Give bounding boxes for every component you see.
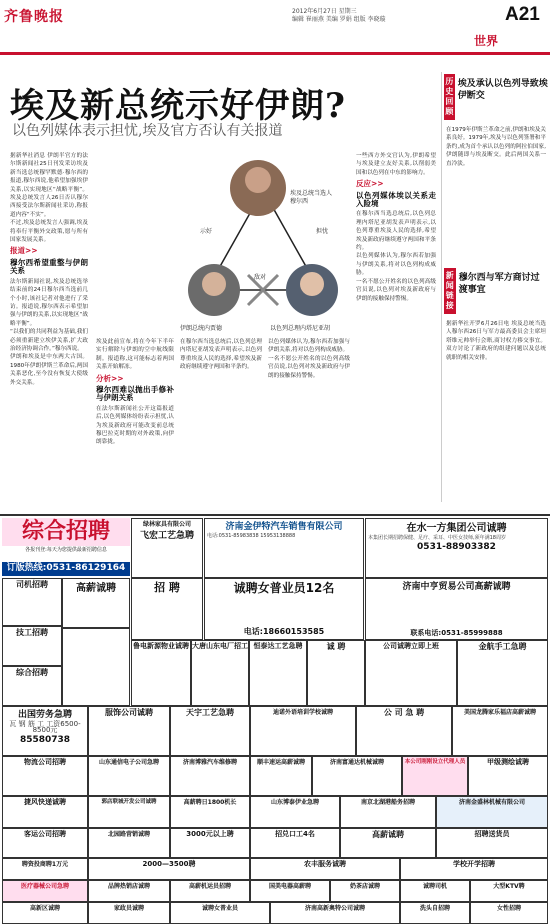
ad-shipping bbox=[340, 796, 436, 828]
ad-school bbox=[400, 858, 548, 880]
subheading: 以色列媒体埃以关系走入险境 bbox=[356, 190, 436, 209]
ad-title: 综合招聘 bbox=[16, 668, 48, 677]
ad-title: 山东博泰伊业急聘 bbox=[270, 799, 319, 806]
ad-overseas-labor bbox=[2, 706, 88, 756]
ad-title: 美国龙腾家乐福店高薪诚聘 bbox=[463, 709, 536, 716]
ad-title: 金航手工急聘 bbox=[478, 642, 527, 651]
ad-title: 本公司刚刚设立代理人员 bbox=[404, 759, 466, 765]
sidebar-heading-1: 埃及承认以色列导致埃伊断交 bbox=[457, 79, 548, 101]
paragraph: 伊朗和埃及是中东两大古国。1980年伊朗伊斯兰革命后,两国关系恶化,至今没有恢复大使级外交关系。 bbox=[10, 354, 88, 386]
ad-female-staff bbox=[204, 578, 364, 640]
ad-title: 医疗器械公司急聘 bbox=[20, 883, 69, 890]
ad-furniture bbox=[131, 518, 203, 578]
label-sure: 示好 bbox=[200, 228, 213, 235]
ad-apparel bbox=[88, 706, 170, 756]
ad-courier bbox=[2, 796, 88, 828]
paragraph: 一些西方外交官认为,伊朗希望与埃及建立友好关系,以削弱美国和以色列在中东的影响力。 bbox=[356, 153, 436, 176]
caption-center: 埃及总统当选人穆尔西 bbox=[290, 190, 333, 205]
ad-title: 3000元以上聘 bbox=[186, 830, 234, 838]
page-number: A21 bbox=[505, 4, 540, 25]
ad-title: 高薪机运员招聘 bbox=[188, 883, 231, 890]
ad-hitech bbox=[2, 902, 88, 924]
ad-marketing bbox=[88, 828, 170, 858]
ad-title: 农丰服务诚聘 bbox=[304, 860, 346, 868]
ad-logistics bbox=[2, 756, 88, 796]
section-marker: 分析>> bbox=[96, 373, 124, 383]
ad-workers bbox=[250, 828, 340, 858]
ad-title: 大型KTV聘 bbox=[493, 883, 525, 890]
ad-electronics bbox=[88, 756, 170, 796]
paragraph: 以色列媒体认为,穆尔西若加强与伊朗关系,将对以色列构成威胁。 bbox=[268, 339, 350, 354]
ad-immediate bbox=[365, 640, 457, 706]
ad-title: 顺丰速运高薪诚聘 bbox=[256, 759, 305, 766]
ad-title: 迪诺外语培训学校诚聘 bbox=[272, 709, 333, 716]
ad-crafts bbox=[249, 640, 307, 706]
headline: 埃及新总统示好伊朗? bbox=[10, 86, 346, 126]
ad-general bbox=[2, 666, 62, 706]
ad-investment bbox=[2, 858, 88, 880]
ad-title: 山东通信电子公司急聘 bbox=[98, 759, 159, 766]
ad-title: 天宇工艺急聘 bbox=[186, 708, 234, 717]
caption-left: 伊朗总统内贾德 bbox=[180, 325, 223, 332]
paragraph: 不过,埃及总统发言人强调,埃及将奉行平衡外交政策,愿与所有国家发展关系。 bbox=[10, 220, 88, 244]
ad-title: 技工招聘 bbox=[16, 628, 48, 637]
ad-brand-store bbox=[88, 880, 170, 902]
ad-title: 公 司 急 聘 bbox=[383, 708, 425, 717]
ad-title: 品牌热销店诚聘 bbox=[107, 883, 150, 890]
ad-title: 济南高新奥特公司诚聘 bbox=[304, 905, 365, 912]
article-column-1 bbox=[10, 152, 88, 502]
ad-surveying bbox=[468, 756, 548, 796]
article-column-3 bbox=[180, 338, 350, 502]
ad-agent bbox=[402, 756, 468, 796]
paragraph: 在穆尔西当选总统后,以色列总理内塔尼亚胡发表声明表示,以色列尊重埃及人民的选择,希望埃及新政府继续遵守两国和平条约。 bbox=[356, 211, 436, 252]
ad-title: 济南富通达机械诚聘 bbox=[329, 759, 384, 766]
ad-title: 鲁电新源物业诚聘 bbox=[133, 642, 189, 650]
banner-subtitle: 各报刊登:每天为您提供最新招聘信息 bbox=[25, 547, 107, 553]
ad-title: 招兑口工4名 bbox=[275, 830, 315, 838]
ad-title: 物流公司招聘 bbox=[24, 758, 66, 766]
ad-title: 诚聘女普业员12名 bbox=[233, 581, 335, 595]
ad-phone: 电话:18660153585 bbox=[243, 627, 325, 636]
ad-mechanic bbox=[170, 880, 250, 902]
face-icon bbox=[245, 167, 271, 193]
ad-medical bbox=[2, 880, 88, 902]
ad-title: 2000—3500聘 bbox=[142, 860, 196, 868]
ad-phone: 85580738 bbox=[19, 734, 71, 745]
ad-title: 甲级测绘诚聘 bbox=[487, 758, 529, 766]
sidebar-text-1: 在1979年伊斯兰革命之前,伊朗和埃及关系良好。1979年,埃及与以色列签署和平条约,成为首个承认以色列的阿拉伯国家,伊朗随即与埃及断交。此后两国关系一直冷淡。 bbox=[446, 127, 546, 167]
sidebar bbox=[441, 72, 550, 502]
ad-wanted bbox=[62, 628, 130, 706]
sidebar-tag-history: 历史回顾 bbox=[444, 74, 455, 120]
ad-tea-shop bbox=[330, 880, 400, 902]
ad-title: 出国劳务急聘 bbox=[17, 710, 72, 720]
ad-title: 大唐山东电厂招工 bbox=[192, 642, 248, 650]
ad-title: 高薪诚聘 bbox=[76, 583, 116, 594]
ad-title: 服饰公司诚聘 bbox=[105, 708, 153, 717]
subheading: 穆尔西希望重整与伊朗关系 bbox=[10, 257, 88, 276]
banner-phone-bar bbox=[2, 562, 130, 576]
ad-trading-co bbox=[365, 578, 548, 640]
ad-title: 南京北湖港船务招聘 bbox=[360, 799, 415, 806]
ad-title: 捷风快递诚聘 bbox=[24, 798, 66, 806]
paragraph: 在穆尔西当选总统后,以色列总理内塔尼亚胡发表声明表示,以色列尊重埃及人民的选择,希望埃及新政府继续遵守两国和平条约。 bbox=[180, 339, 262, 371]
sidebar-heading-2: 穆尔西与军方商讨过渡事宜 bbox=[458, 273, 540, 295]
sidebar-text-2: 据新华社开罗6月26日电 埃及总统当选人穆尔西26日与军方最高委员会主席坦塔维元帅举行会晤,商讨权力移交事宜。双方讨论了新政府的组建问题以及总统就职的相关安排。 bbox=[446, 321, 546, 361]
ad-phone: 0531-88903382 bbox=[417, 542, 496, 553]
ad-driver-2 bbox=[400, 880, 470, 902]
ad-botai bbox=[250, 796, 340, 828]
ad-title: 在水一方集团公司诚聘 bbox=[406, 523, 507, 534]
ad-3000 bbox=[170, 828, 250, 858]
ad-body: 瓦 钢 筋 工 工资6500-8500元 bbox=[9, 720, 81, 735]
ad-language-school bbox=[250, 706, 356, 756]
ad-title: 学校开学招聘 bbox=[453, 860, 495, 868]
ad-hair-wash bbox=[400, 902, 470, 924]
ad-2000 bbox=[88, 858, 250, 880]
ads-banner bbox=[2, 518, 130, 560]
ad-water-group bbox=[365, 518, 548, 578]
ad-title: 济南金伊特汽车销售有限公司 bbox=[225, 522, 343, 532]
ad-handcraft bbox=[457, 640, 548, 706]
ad-auto-sales bbox=[204, 518, 364, 578]
article-column-2 bbox=[96, 338, 174, 502]
paragraph: “以我们的共同利益为基础,我们必须重新建立埃伊关系,扩大政治经济协调合作。”穆尔西说。 bbox=[10, 329, 88, 352]
ad-development bbox=[88, 796, 170, 828]
ad-female-recruit bbox=[470, 902, 548, 924]
classified-ads-section bbox=[0, 514, 550, 924]
face-icon bbox=[202, 272, 226, 296]
ad-high-salary bbox=[62, 578, 130, 628]
ad-title: 招聘送货员 bbox=[474, 830, 510, 838]
section-marker: 报道>> bbox=[10, 246, 38, 256]
ad-title: 高薪聘日1800机长 bbox=[183, 799, 237, 806]
ad-title: 国美电器高薪聘 bbox=[268, 883, 311, 890]
ad-contact: 电话:0531-85983838 15953138888 bbox=[207, 533, 296, 539]
ad-title: 高新区诚聘 bbox=[29, 905, 60, 912]
newspaper-logo: 齐鲁晚报 bbox=[4, 9, 64, 25]
ad-title: 济南金盛林机械有限公司 bbox=[458, 799, 525, 806]
label-against: 敌对 bbox=[254, 274, 267, 281]
ad-title: 济南博雅汽车维修聘 bbox=[182, 759, 237, 766]
ad-title: 公司诚聘立即上班 bbox=[383, 642, 439, 650]
ad-title: 诚聘司机 bbox=[422, 883, 447, 890]
paragraph: 在法尔斯新闻社公开这篇报道后,以色列媒体纷纷表示担忧,认为埃及新政府可能改变前总统穆巴拉克时期的对外政策,向伊朗靠拢。 bbox=[96, 405, 174, 446]
ad-high-salary-2 bbox=[340, 828, 436, 858]
paragraph: 埃及此前宣布,将在今年下半年实行解除与伊朗的空中航线限制。报道称,这可能标志着两国关系开始解冻。 bbox=[96, 339, 174, 371]
caption-right: 以色列总理内塔尼亚胡 bbox=[270, 325, 331, 332]
ad-auto-repair bbox=[170, 756, 250, 796]
sidebar-tag-news-link: 新闻链接 bbox=[444, 268, 456, 314]
ad-recruit-2 bbox=[307, 640, 365, 706]
ad-body: 本集团长期招聘保健、足疗、采耳、中医女技师,须年满18周岁 bbox=[368, 535, 506, 541]
ad-tianyu bbox=[170, 706, 250, 756]
article-column-4 bbox=[356, 152, 436, 502]
paragraph: 一名不愿公开姓名的以色列高级官员说,以色列对埃及新政府与伊朗的接触保持警惕。 bbox=[268, 355, 350, 379]
banner-phone: 订版热线:0531-86129164 bbox=[6, 563, 126, 573]
portrait-illustration bbox=[178, 150, 348, 335]
ad-title: 高薪诚聘 bbox=[372, 830, 404, 839]
ad-phone: 联系电话:0531-85999888 bbox=[410, 629, 503, 637]
banner-title: 综合招聘 bbox=[2, 518, 130, 546]
ad-power-plant bbox=[191, 640, 249, 706]
paragraph: 法尔斯新闻社说,埃及总统选举结束前的24日穆尔西当选前几个小时,该社记者对他进行了采访。报道说,穆尔西表示希望加强与伊朗的关系,以实现地区“战略平衡”。 bbox=[10, 278, 88, 327]
ad-title: 奶茶店诚聘 bbox=[349, 883, 380, 890]
ad-machinery bbox=[312, 756, 402, 796]
ad-title: 司机招聘 bbox=[16, 580, 48, 589]
subheadline: 以色列媒体表示担忧,埃及官方否认有关报道 bbox=[12, 123, 283, 139]
ad-title: 客运公司招聘 bbox=[24, 830, 66, 838]
subheading: 穆尔西难以抛出手修补与伊朗关系 bbox=[96, 385, 174, 403]
ad-sf-express bbox=[250, 756, 312, 796]
face-icon bbox=[300, 272, 324, 296]
ad-company: 绿林家具有限公司 bbox=[142, 521, 191, 528]
ad-jinshenglin bbox=[436, 796, 548, 828]
ad-title: 招 聘 bbox=[154, 581, 180, 594]
paragraph: 据新华社消息 伊朗半官方的法尔斯新闻社25日刊发采访埃及新当选总统穆罕默德·穆尔西的报道,穆尔西说,他希望加强埃伊关系,以实现地区“战略平衡”。埃及总统发言人26日否认穆尔西接受法尔斯新闻社采访,称报道内容“不实”。 bbox=[10, 153, 88, 218]
section-label: 世界 bbox=[474, 34, 499, 48]
ad-title: 女性招聘 bbox=[496, 905, 521, 912]
ad-recruit bbox=[131, 578, 203, 640]
ad-female-staff-2 bbox=[170, 902, 270, 924]
ad-title: 北园路营销诚聘 bbox=[107, 831, 150, 838]
ad-title: 郭店联城开发公司诚聘 bbox=[101, 799, 157, 805]
ad-carrefour bbox=[452, 706, 548, 756]
ad-aote bbox=[270, 902, 400, 924]
paragraph: 一名不愿公开姓名的以色列高级官员说,以色列对埃及新政府与伊朗的接触保持警惕。 bbox=[356, 278, 436, 302]
issue-date: 2012年6月27日 星期三 编辑 崔丽燕 美编 罗娟 组版 李晓璇 bbox=[292, 8, 386, 23]
masthead-divider bbox=[0, 52, 550, 55]
relations-diagram bbox=[178, 150, 348, 335]
ad-title: 诚 聘 bbox=[326, 642, 346, 651]
ad-title: 恒泰达工艺急聘 bbox=[253, 642, 303, 650]
ad-technicians bbox=[2, 626, 62, 666]
ad-title: 聘资投商聘1万元 bbox=[21, 861, 69, 868]
ad-passenger bbox=[2, 828, 88, 858]
ad-ktv bbox=[470, 880, 548, 902]
ad-farm bbox=[250, 858, 400, 880]
ad-title: 飞宏工艺急聘 bbox=[139, 531, 194, 541]
ad-title: 济南中亨贸易公司高薪诚聘 bbox=[402, 582, 511, 592]
ad-title: 诚聘女普业员 bbox=[201, 905, 238, 912]
ad-gome bbox=[250, 880, 330, 902]
ad-title: 家政员诚聘 bbox=[113, 905, 144, 912]
ad-housekeeping bbox=[88, 902, 170, 924]
paragraph: 以色列媒体认为,穆尔西若加强与伊朗关系,将对以色列构成威胁。 bbox=[356, 253, 436, 277]
ad-drivers bbox=[2, 578, 62, 626]
ad-delivery bbox=[436, 828, 548, 858]
ad-property bbox=[131, 640, 191, 706]
label-worry: 担忧 bbox=[316, 228, 329, 235]
ad-title: 洗头自招聘 bbox=[419, 905, 450, 912]
ad-captain bbox=[170, 796, 250, 828]
ad-urgent bbox=[356, 706, 452, 756]
section-marker: 反应>> bbox=[356, 179, 384, 189]
